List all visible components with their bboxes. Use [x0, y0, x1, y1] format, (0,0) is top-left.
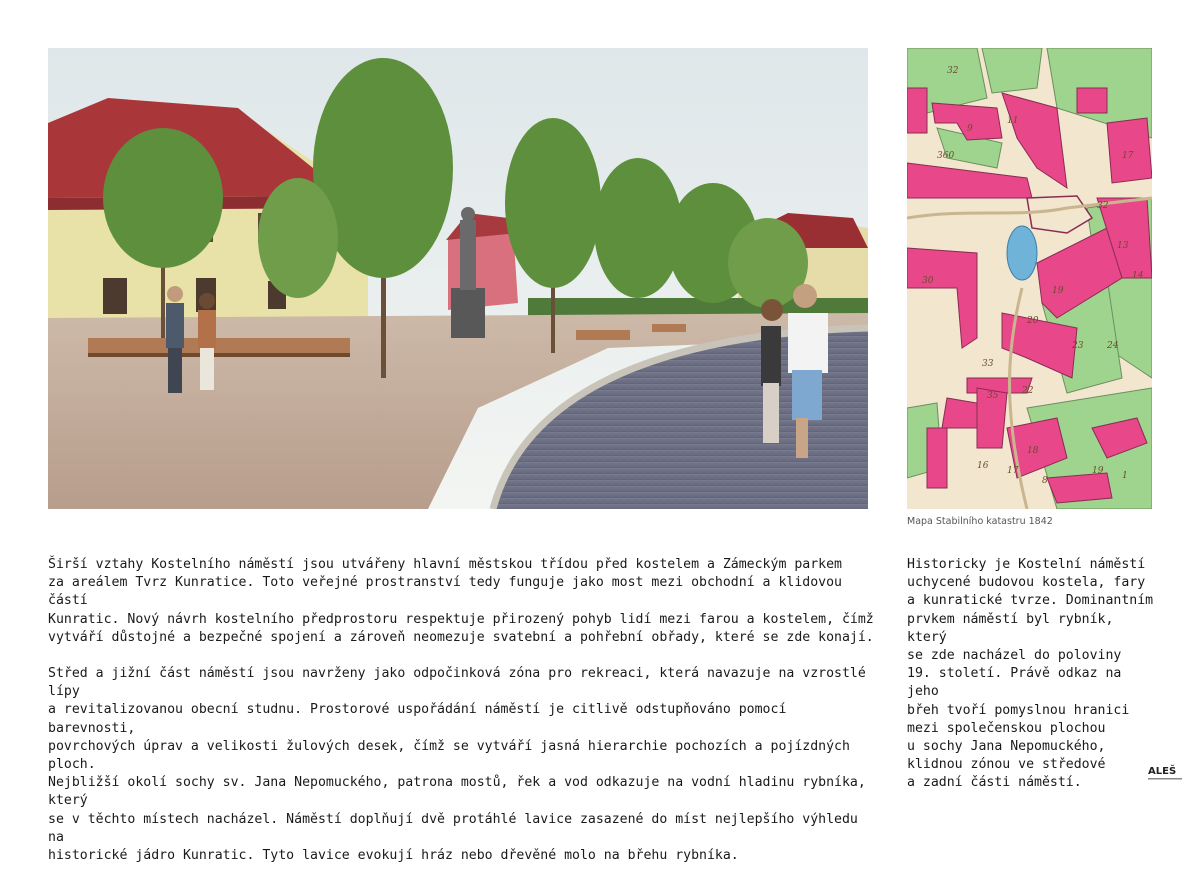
map-number: 19 — [1092, 466, 1104, 476]
map-number: 18 — [1027, 446, 1039, 456]
map-number: 17 — [1122, 151, 1134, 161]
map-number: 22 — [1022, 386, 1034, 396]
map-number: 14 — [1132, 271, 1144, 281]
map-number: 17 — [1007, 466, 1019, 476]
map-number: 19 — [1052, 286, 1064, 296]
main-description — [48, 556, 878, 883]
map-number: 360 — [937, 151, 955, 161]
map-number: 32 — [947, 66, 959, 76]
square-visualization — [48, 48, 868, 509]
map-number: 35 — [987, 391, 999, 401]
author-logo — [1146, 762, 1186, 784]
map-number: 16 — [977, 461, 989, 471]
map-number: 8 — [1042, 476, 1048, 486]
map-number: 23 — [1072, 341, 1084, 351]
map-number: 24 — [1107, 341, 1119, 351]
map-number: 11 — [1007, 116, 1019, 126]
map-number: 13 — [1117, 241, 1129, 251]
paragraph: Střed a jižní část náměstí jsou navrženy jako odpočinková zóna pro rekreaci, která navazuje na vzrostlé lípy a revitalizovanou obecní studnu. Prostorové uspořádání náměstí je citlivě odstupňováno pomocí barevnosti, povrchových úprav a velikosti žulových desek, čímž se vytváří jasná hierarchie pochozích a pojízdných ploch. Nejbližší okolí sochy sv. Jana Nepomuckého, patrona mostů, řek a vod odkazuje na vodní hladinu rybníka, který se v těchto místech nacházel. Náměstí doplňují dvě protáhlé lavice zasazené do míst nejlepšího výhledu na historické jádro Kunratic. Tyto lavice evokují hráz nebo dřevěné molo na břehu rybníka. — [48, 666, 866, 864]
side-description: Historicky je Kostelní náměstí uchycené budovou kostela, fary a kunratické tvrze. Dominantním prvkem náměstí byl rybník, který se zde nacházel do poloviny 19. století. Právě odkaz na jeho břeh tvoří pomyslnou hranici mezi společenskou plochou u sochy Jana Nepomuckého, klidnou zónou ve středové a zadní části náměstí. — [907, 557, 1154, 791]
map-number: 30 — [922, 276, 934, 286]
map-number: 33 — [982, 359, 994, 369]
map-number: 9 — [967, 124, 973, 134]
map-number: 32 — [1097, 201, 1109, 211]
map-number: 1 — [1122, 471, 1128, 481]
map-caption: Mapa Stabilního katastru 1842 — [907, 516, 1053, 527]
cadastral-map-1842 — [907, 48, 1152, 509]
map-number: 20 — [1027, 316, 1039, 326]
paragraph: Širší vztahy Kostelního náměstí jsou utvářeny hlavní městskou třídou před kostelem a Zámeckým parkem za areálem Tvrz Kunratice. Toto veřejné prostranství tedy funguje jako most mezi obchodní a klidovou částí Kunratic. Nový návrh kostelního předprostoru respektuje přirozený pohyb lidí mezi farou a kostelem, čímž vytváří důstojné a bezpečné spojení a zároveň neomezuje svatební a pohřební obřady, které se zde konají. — [48, 557, 874, 645]
logo-text: ALEŠ — [1148, 766, 1177, 777]
